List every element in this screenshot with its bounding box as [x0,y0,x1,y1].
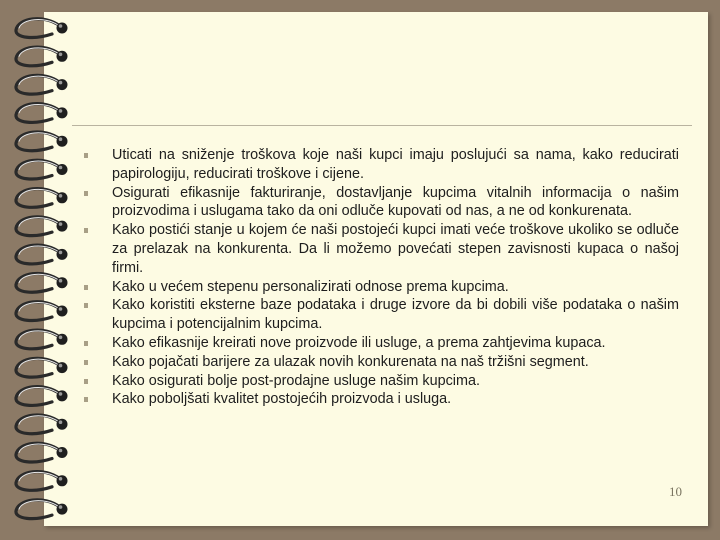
spiral-binding-ring-icon [16,217,68,236]
bullet-text: Kako pojačati barijere za ulazak novih konkurenata na naš tržišni segment. [112,353,589,370]
bullet-icon [84,191,88,196]
bullet-text: Kako efikasnije kreirati nove proizvode ili usluge, a prema zahtjevima kupaca. [112,334,606,351]
bullet-icon [84,341,88,346]
bullet-text: Kako koristiti eksterne baze podataka i druge izvore da bi dobili više podataka o našim kupcima i potencijalnim kupcima. [112,297,679,333]
spiral-binding-ring-icon [16,415,68,434]
bullet-icon [84,379,88,384]
spiral-binding-ring-icon [16,104,68,123]
slide-page [44,12,708,526]
bullet-text: Kako postići stanje u kojem će naši postojeći kupci imati veće troškove ukoliko se odluče za prelazak na konkurenta. Da li možemo povećati stepen zavisnosti kupaca o našoj firmi. [112,222,679,276]
spiral-binding-ring-icon [16,302,68,321]
spiral-binding-ring-icon [16,47,68,66]
spiral-binding-ring-icon [16,358,68,377]
spiral-binding-ring-icon [16,273,68,292]
list-item [84,278,679,297]
list-item [84,184,679,222]
page-number: 10 [669,484,682,499]
list-item [84,221,679,277]
bullet-text: Osigurati efikasnije fakturiranje, dostavljanje kupcima vitalnih informacija o našim proizvodima i uslugama tako da oni odluče kupovati od nas, a ne od konkurenata. [112,184,679,220]
spiral-binding-ring-icon [16,443,68,462]
list-item [84,296,679,334]
list-item [84,334,679,353]
bullet-text: Kako u većem stepenu personalizirati odnose prema kupcima. [112,278,509,295]
list-item [84,390,679,409]
bullet-icon [84,360,88,365]
spiral-binding-ring-icon [16,19,68,38]
bullet-icon [84,397,88,402]
spiral-binding-ring-icon [16,245,68,264]
bullet-text: Kako poboljšati kvalitet postojećih proizvoda i usluga. [112,391,452,408]
list-item [84,146,679,184]
spiral-binding-ring-icon [16,189,68,208]
spiral-binding-ring-icon [16,132,68,151]
bullet-icon [84,303,88,308]
spiral-binding-ring-icon [16,500,68,519]
bullet-text: Uticati na sniženje troškova koje naši kupci imaju poslujući sa nama, kako reducirati papirologiju, reducirati troškove i cijene. [112,147,679,182]
title-divider [72,125,692,126]
bullet-text: Kako osigurati bolje post-prodajne usluge našim kupcima. [112,372,480,389]
list-item [84,372,679,391]
bullet-icon [84,285,88,290]
bullet-icon [84,153,88,158]
spiral-binding-ring-icon [16,472,68,491]
bullet-icon [84,228,88,233]
spiral-binding-ring-icon [16,387,68,406]
bullet-list [84,146,679,409]
spiral-binding [0,0,80,540]
spiral-binding-ring-icon [16,160,68,179]
spiral-binding-ring-icon [16,75,68,94]
spiral-binding-ring-icon [16,330,68,349]
list-item [84,353,679,372]
